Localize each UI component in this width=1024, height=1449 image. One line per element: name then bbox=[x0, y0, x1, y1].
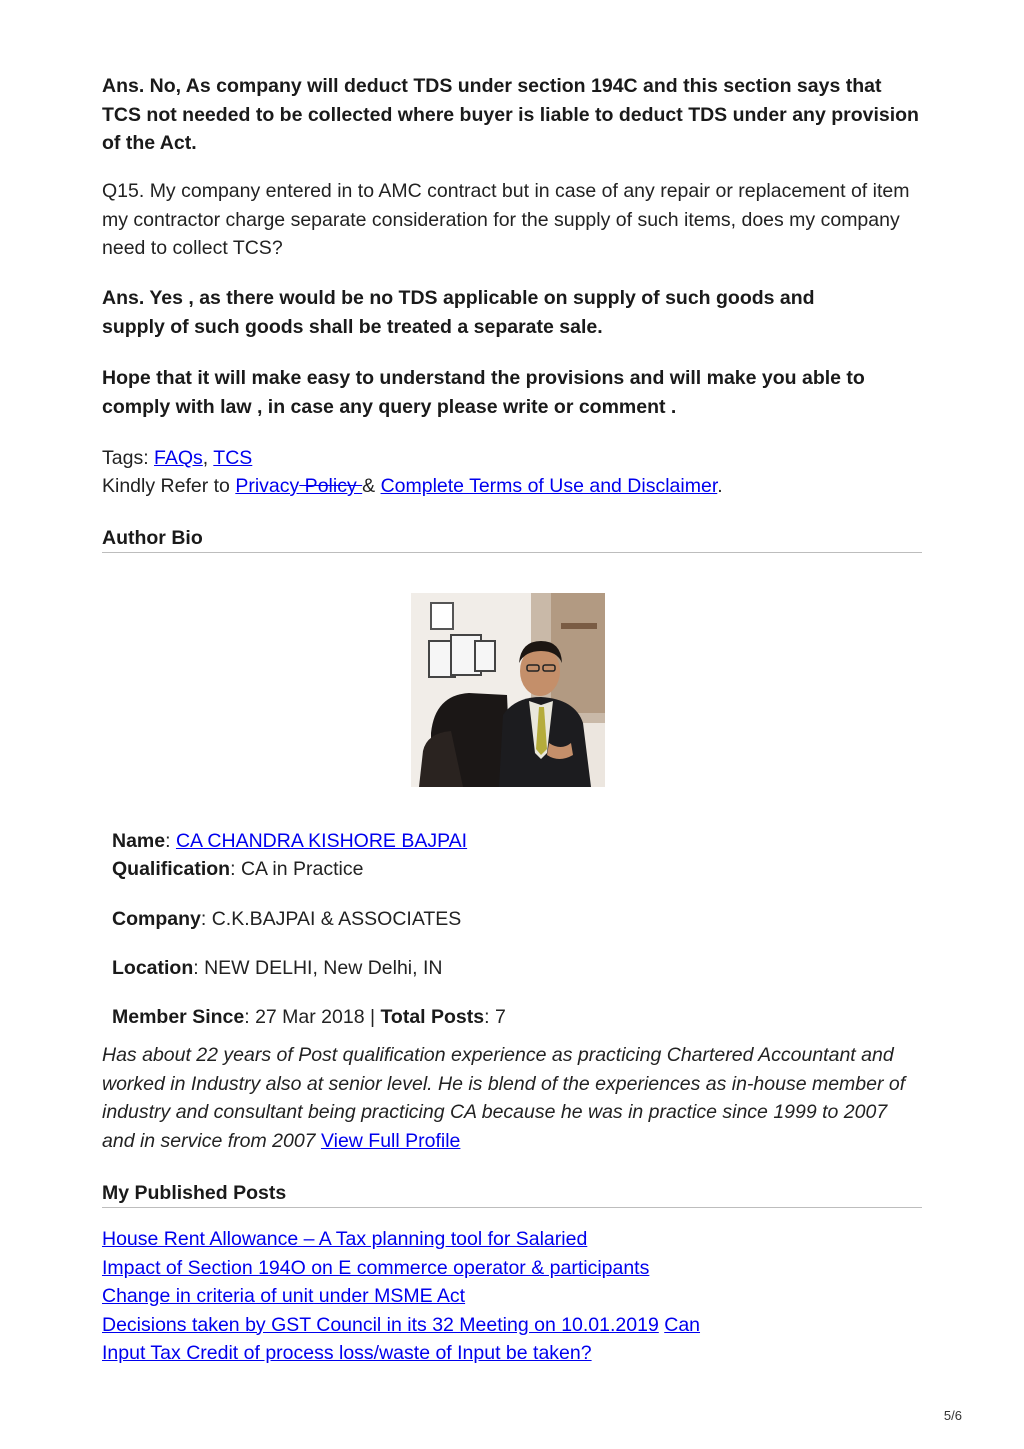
answer-14: Ans. No, As company will deduct TDS under section 194C and this section says that TCS not needed to be collected where buyer is liable to deduct TDS under any provision of the Act. bbox=[102, 75, 919, 154]
tags-separator: , bbox=[202, 447, 209, 469]
author-name-link[interactable]: CA CHANDRA KISHORE BAJPAI bbox=[175, 830, 468, 852]
member-since-label: Member Since bbox=[112, 1006, 245, 1028]
author-name-line: Name: CA CHANDRA KISHORE BAJPAI bbox=[112, 830, 468, 852]
author-location-line: Location: NEW DELHI, New Delhi, IN bbox=[112, 957, 443, 979]
qualification-label: Qualification bbox=[112, 858, 231, 880]
terms-link[interactable]: Complete Terms of Use and Disclaimer bbox=[380, 475, 718, 497]
answer-15: Ans. Yes , as there would be no TDS applicable on supply of such goods and supply of such goods shall be treated a separate sale. bbox=[102, 287, 815, 338]
privacy-policy-link[interactable] bbox=[235, 475, 362, 497]
tags-label: Tags: bbox=[102, 447, 149, 469]
refer-line bbox=[102, 472, 723, 501]
post-link-1[interactable]: House Rent Allowance – A Tax planning tool for Salaried bbox=[102, 1228, 588, 1250]
post-link-2[interactable]: Impact of Section 194O on E commerce operator & participants bbox=[102, 1256, 650, 1279]
page-number: 5/6 bbox=[943, 1408, 962, 1423]
total-posts-label: Total Posts bbox=[380, 1006, 485, 1028]
policy-link-part: Policy bbox=[299, 475, 363, 497]
total-posts-value: 7 bbox=[494, 1006, 506, 1028]
refer-period: . bbox=[717, 475, 723, 497]
author-description bbox=[102, 1041, 922, 1155]
view-full-profile-link[interactable]: View Full Profile bbox=[320, 1129, 461, 1152]
post-link-5[interactable]: Can Input Tax Credit of process loss/waste of Input be taken? bbox=[102, 1313, 701, 1364]
company-value: C.K.BAJPAI & ASSOCIATES bbox=[211, 908, 462, 930]
author-photo bbox=[411, 593, 605, 787]
tags-line bbox=[102, 444, 252, 473]
location-label: Location bbox=[112, 957, 194, 979]
post-link-3[interactable]: Change in criteria of unit under MSME Act bbox=[102, 1285, 466, 1307]
author-description-text: Has about 22 years of Post qualification experience as practicing Chartered Accountant and worked in Industry also at senior level. He is blend of the experiences as in-house member of industry and consultant being practicing CA because he was in practice since 1999 to 2007 and in service from 2007 bbox=[102, 1044, 906, 1152]
qualification-value: CA in Practice bbox=[240, 858, 364, 880]
author-company-line: Company: C.K.BAJPAI & ASSOCIATES bbox=[112, 908, 462, 930]
post-link-4[interactable]: Decisions taken by GST Council in its 32 Meeting on 10.01.2019 bbox=[102, 1313, 659, 1336]
privacy-link-part: Privacy bbox=[235, 475, 300, 497]
location-value: NEW DELHI, New Delhi, IN bbox=[204, 957, 443, 979]
author-bio-heading: Author Bio bbox=[102, 527, 922, 553]
closing-note: Hope that it will make easy to understand the provisions and will make you able to comply with law , in case any query please write or comment . bbox=[102, 367, 865, 418]
author-member-line: Member Since: 27 Mar 2018 | Total Posts: 7 bbox=[112, 1006, 506, 1028]
company-label: Company bbox=[112, 908, 201, 930]
author-qualification-line: Qualification: CA in Practice bbox=[112, 858, 364, 880]
tag-link-faqs[interactable]: FAQs bbox=[154, 447, 203, 469]
name-label: Name bbox=[112, 830, 166, 852]
published-posts-list bbox=[102, 1225, 702, 1368]
member-since-value: 27 Mar 2018 bbox=[255, 1006, 365, 1028]
published-posts-heading: My Published Posts bbox=[102, 1182, 922, 1208]
refer-prefix: Kindly Refer to bbox=[102, 475, 230, 497]
question-15: Q15. My company entered in to AMC contract but in case of any repair or replacement of item my contractor charge separate consideration for the supply of such items, does my company need to collect TCS? bbox=[102, 180, 910, 259]
refer-ampersand: & bbox=[362, 475, 376, 497]
tag-link-tcs[interactable]: TCS bbox=[213, 447, 253, 469]
